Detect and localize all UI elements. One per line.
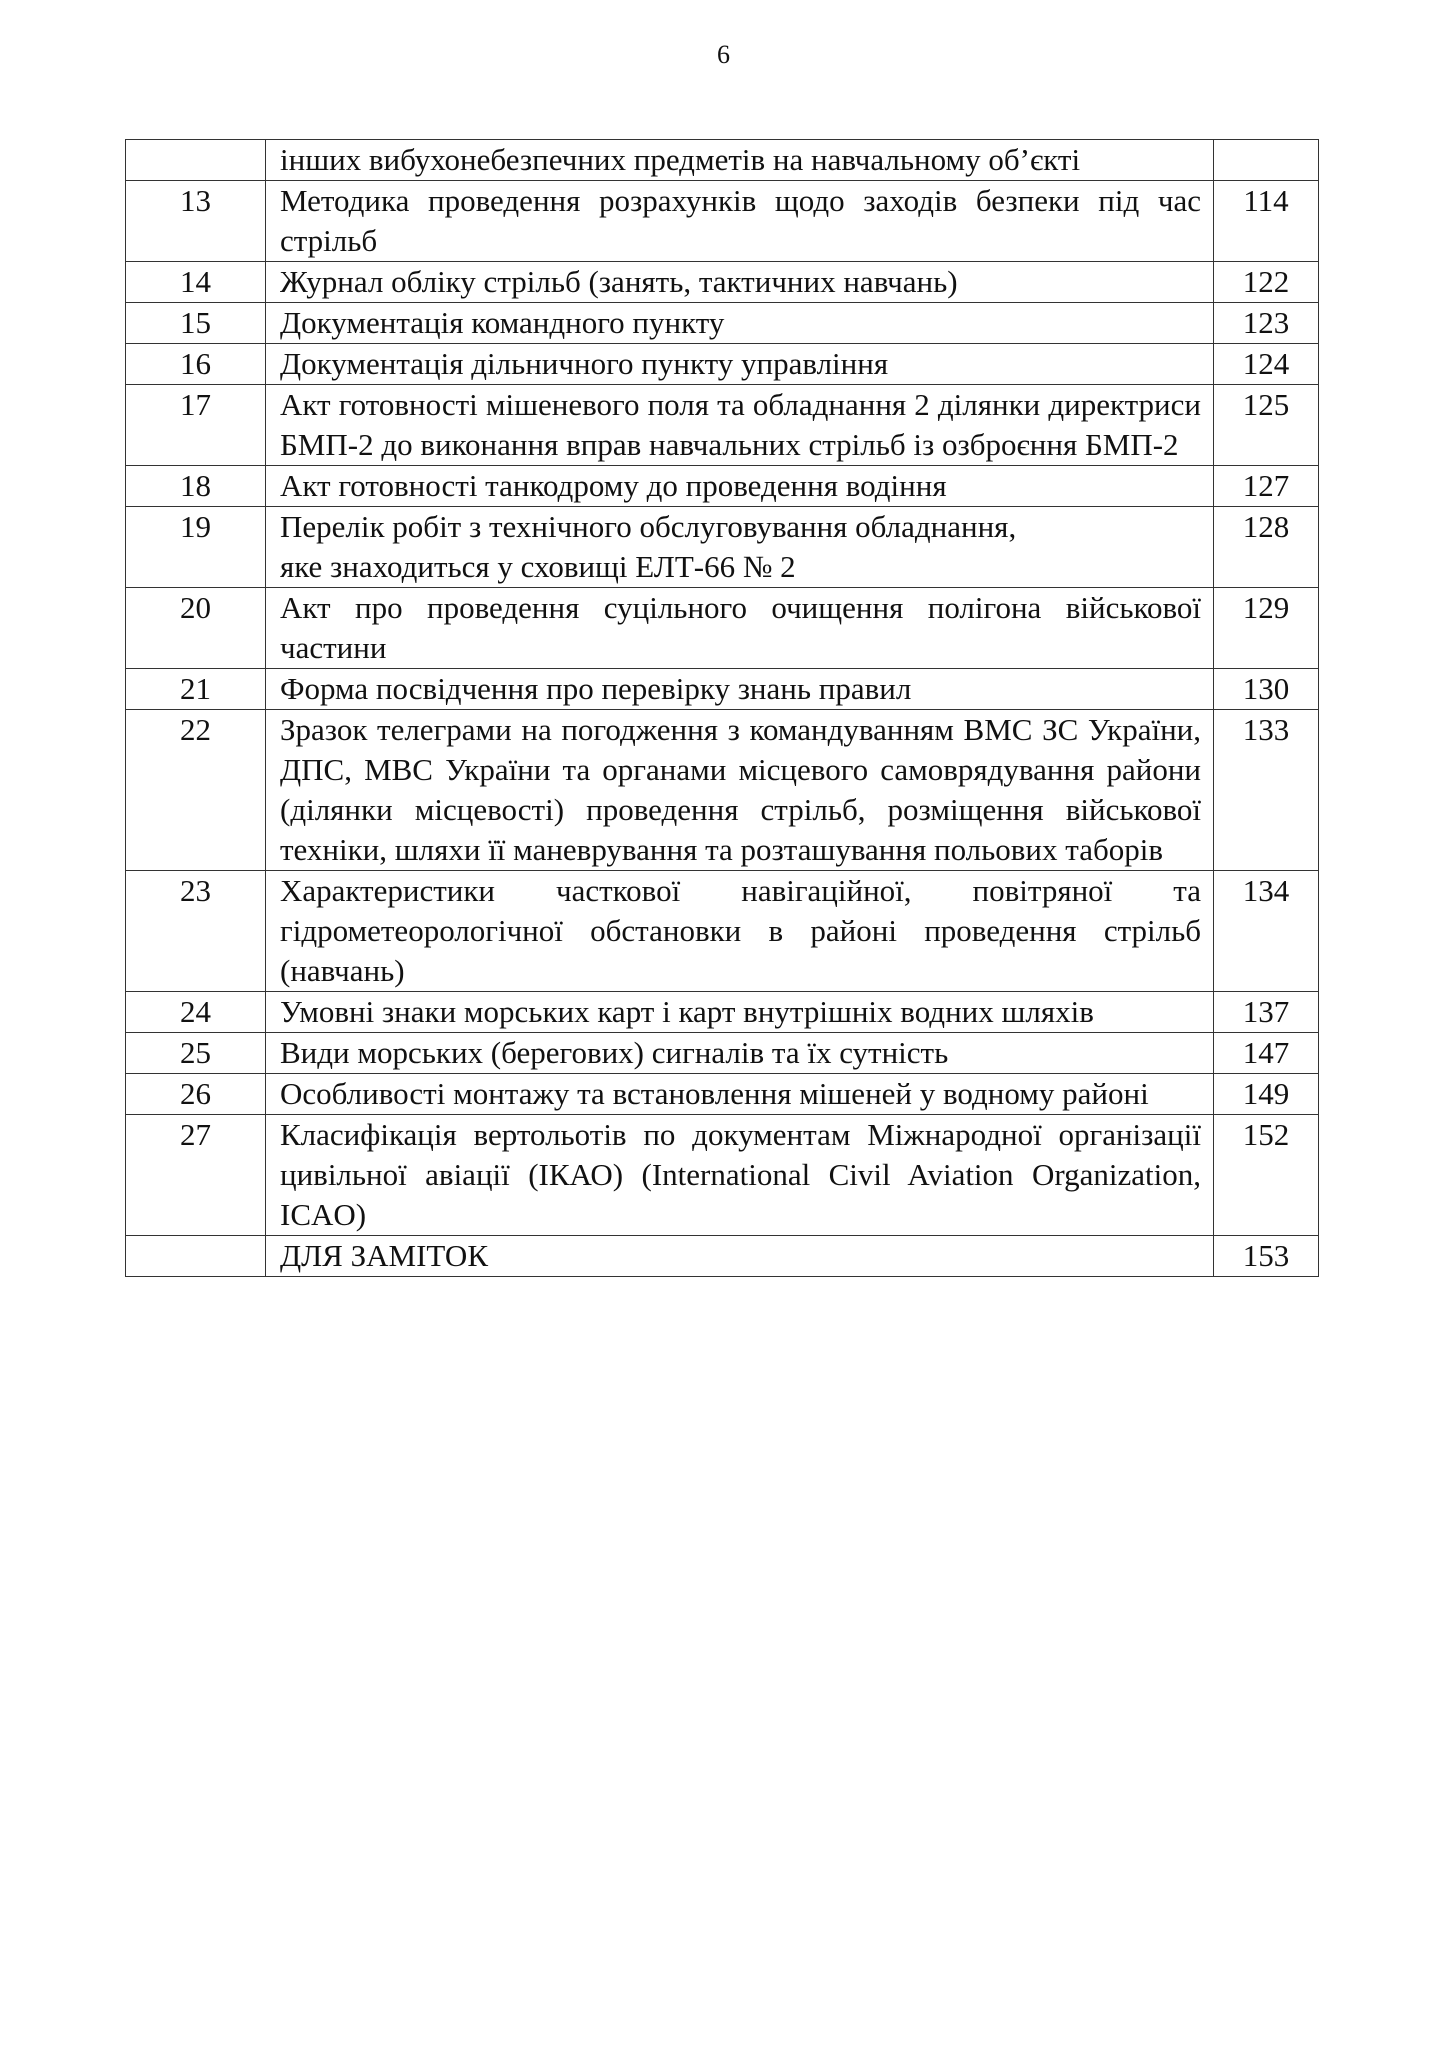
table-row (126, 1236, 1319, 1277)
row-number (126, 1236, 266, 1277)
row-title: Характеристики часткової навігаційної, повітряної та гідрометеорологічної обстановки в районі проведення стрільб (навчань) (266, 871, 1214, 992)
row-title: Документація командного пункту (266, 303, 1214, 344)
row-number: 17 (126, 385, 266, 466)
row-page: 152 (1214, 1115, 1319, 1236)
row-number: 21 (126, 669, 266, 710)
row-page: 114 (1214, 181, 1319, 262)
table-row (126, 871, 1319, 992)
row-number: 25 (126, 1033, 266, 1074)
table-row (126, 181, 1319, 262)
table-row (126, 1115, 1319, 1236)
row-page: 137 (1214, 992, 1319, 1033)
table-row (126, 466, 1319, 507)
row-number: 15 (126, 303, 266, 344)
row-title: Акт готовності танкодрому до проведення водіння (266, 466, 1214, 507)
table-row (126, 344, 1319, 385)
row-title: Умовні знаки морських карт і карт внутрішніх водних шляхів (266, 992, 1214, 1033)
row-number: 24 (126, 992, 266, 1033)
row-number: 20 (126, 588, 266, 669)
row-title: Форма посвідчення про перевірку знань правил (266, 669, 1214, 710)
row-title: Зразок телеграми на погодження з командуванням ВМС ЗС України, ДПС, МВС України та органами місцевого самоврядування райони (ділянки місцевості) проведення стрільб, розміщення військової техніки, шляхи її маневрування та розташування польових таборів (266, 710, 1214, 871)
row-page: 147 (1214, 1033, 1319, 1074)
row-title: Акт готовності мішеневого поля та обладнання 2 ділянки директриси БМП-2 до виконання вправ навчальних стрільб із озброєння БМП-2 (266, 385, 1214, 466)
row-page: 130 (1214, 669, 1319, 710)
table-row (126, 385, 1319, 466)
row-page: 127 (1214, 466, 1319, 507)
row-title: Документація дільничного пункту управління (266, 344, 1214, 385)
row-title: Акт про проведення суцільного очищення полігона військової частини (266, 588, 1214, 669)
row-number: 19 (126, 507, 266, 588)
row-page: 124 (1214, 344, 1319, 385)
row-page: 153 (1214, 1236, 1319, 1277)
row-page: 125 (1214, 385, 1319, 466)
table-row (126, 1033, 1319, 1074)
row-number: 27 (126, 1115, 266, 1236)
row-title: Класифікація вертольотів по документам Міжнародної організації цивільної авіації (ІКАО) (International Civil Aviation Organization, ICAO) (266, 1115, 1214, 1236)
row-number: 16 (126, 344, 266, 385)
row-page: 129 (1214, 588, 1319, 669)
row-number (126, 140, 266, 181)
table-row (126, 140, 1319, 181)
row-title-line: яке знаходиться у сховищі ЕЛТ-66 № 2 (280, 549, 796, 584)
table-row (126, 507, 1319, 588)
table-row (126, 262, 1319, 303)
row-page: 149 (1214, 1074, 1319, 1115)
row-title: Види морських (берегових) сигналів та їх сутність (266, 1033, 1214, 1074)
table-row (126, 588, 1319, 669)
row-title: інших вибухонебезпечних предметів на навчальному об’єкті (266, 140, 1214, 181)
table-row (126, 710, 1319, 871)
row-title (266, 507, 1214, 588)
row-title-line: Перелік робіт з технічного обслуговування обладнання, (280, 509, 1017, 544)
row-title: Методика проведення розрахунків щодо заходів безпеки під час стрільб (266, 181, 1214, 262)
table-row (126, 669, 1319, 710)
row-number: 18 (126, 466, 266, 507)
table-of-contents (125, 139, 1319, 1277)
row-number: 13 (126, 181, 266, 262)
row-page: 123 (1214, 303, 1319, 344)
row-title: ДЛЯ ЗАМІТОК (266, 1236, 1214, 1277)
table-row (126, 303, 1319, 344)
row-page: 134 (1214, 871, 1319, 992)
row-number: 23 (126, 871, 266, 992)
row-page (1214, 140, 1319, 181)
table-row (126, 1074, 1319, 1115)
row-number: 22 (126, 710, 266, 871)
row-page: 122 (1214, 262, 1319, 303)
page-number: 6 (717, 40, 730, 69)
row-title: Журнал обліку стрільб (занять, тактичних навчань) (266, 262, 1214, 303)
row-title: Особливості монтажу та встановлення мішеней у водному районі (266, 1074, 1214, 1115)
row-page: 133 (1214, 710, 1319, 871)
row-page: 128 (1214, 507, 1319, 588)
table-row (126, 992, 1319, 1033)
row-number: 14 (126, 262, 266, 303)
row-number: 26 (126, 1074, 266, 1115)
